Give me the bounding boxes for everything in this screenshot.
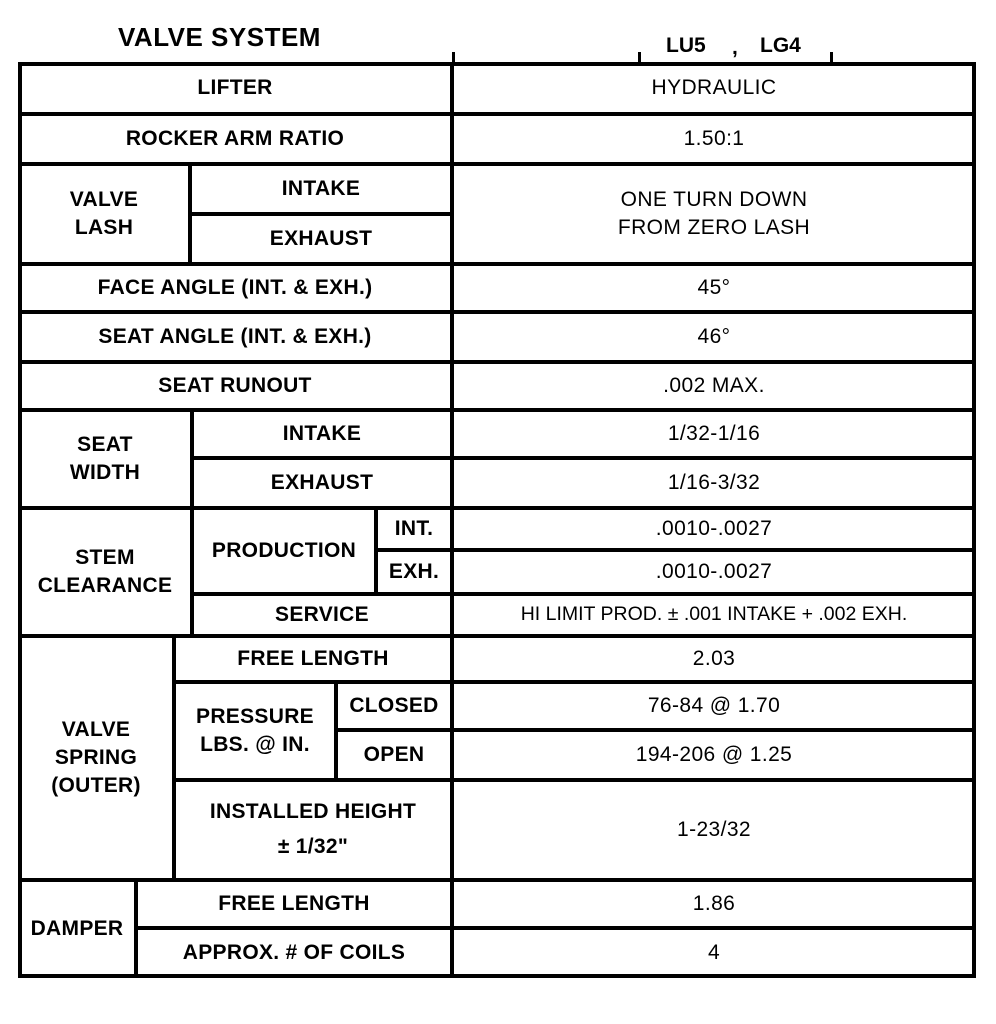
damper-coils-value: 4 <box>452 928 976 978</box>
stem-service-value: HI LIMIT PROD. ± .001 INTAKE + .002 EXH. <box>452 594 976 636</box>
spring-free-length-value: 2.03 <box>452 636 976 682</box>
seat-angle-label: SEAT ANGLE (INT. & EXH.) <box>18 312 452 362</box>
engine-separator: , <box>732 36 738 59</box>
rocker-arm-ratio-value: 1.50:1 <box>452 114 976 164</box>
damper-free-length-label: FREE LENGTH <box>136 880 452 928</box>
spring-closed-label: CLOSED <box>336 682 452 730</box>
valve-spring-label: VALVE SPRING (OUTER) <box>18 636 174 880</box>
seat-runout-value: .002 MAX. <box>452 362 976 410</box>
valve-lash-exhaust-label: EXHAUST <box>190 214 452 264</box>
valve-lash-label: VALVE LASH <box>18 164 190 264</box>
stem-service-label: SERVICE <box>192 594 452 636</box>
stem-int-value: .0010-.0027 <box>452 508 976 550</box>
installed-height-value: 1-23/32 <box>452 780 976 880</box>
seat-width-label: SEAT WIDTH <box>18 410 192 508</box>
table-title: VALVE SYSTEM <box>118 22 321 52</box>
face-angle-label: FACE ANGLE (INT. & EXH.) <box>18 264 452 312</box>
spring-open-value: 194-206 @ 1.25 <box>452 730 976 780</box>
seat-angle-value: 46° <box>452 312 976 362</box>
spring-open-label: OPEN <box>336 730 452 780</box>
engine-header <box>452 30 842 64</box>
damper-label: DAMPER <box>18 880 136 978</box>
column-divider <box>450 62 454 978</box>
seat-width-intake-value: 1/32-1/16 <box>452 410 976 458</box>
installed-height-label: INSTALLED HEIGHT ± 1/32" <box>174 780 452 880</box>
stem-exh-value: .0010-.0027 <box>452 550 976 594</box>
stem-exh-label: EXH. <box>376 550 452 594</box>
spring-pressure-label: PRESSURE LBS. @ IN. <box>174 682 336 780</box>
seat-width-exhaust-value: 1/16-3/32 <box>452 458 976 508</box>
engine-code-lg4: LG4 <box>760 34 801 57</box>
engine-code-lu5: LU5 <box>666 34 706 57</box>
rocker-arm-ratio-label: ROCKER ARM RATIO <box>18 114 452 164</box>
damper-free-length-value: 1.86 <box>452 880 976 928</box>
face-angle-value: 45° <box>452 264 976 312</box>
stem-int-label: INT. <box>376 508 452 550</box>
valve-lash-value: ONE TURN DOWN FROM ZERO LASH <box>452 164 976 264</box>
damper-coils-label: APPROX. # OF COILS <box>136 928 452 978</box>
spring-free-length-label: FREE LENGTH <box>174 636 452 682</box>
spring-closed-value: 76-84 @ 1.70 <box>452 682 976 730</box>
seat-runout-label: SEAT RUNOUT <box>18 362 452 410</box>
stem-clearance-label: STEM CLEARANCE <box>18 508 192 636</box>
lifter-value: HYDRAULIC <box>452 62 976 114</box>
seat-width-intake-label: INTAKE <box>192 410 452 458</box>
valve-system-table <box>18 62 976 978</box>
stem-production-label: PRODUCTION <box>192 508 376 594</box>
seat-width-exhaust-label: EXHAUST <box>192 458 452 508</box>
valve-lash-intake-label: INTAKE <box>190 164 452 214</box>
lifter-label: LIFTER <box>18 62 452 114</box>
